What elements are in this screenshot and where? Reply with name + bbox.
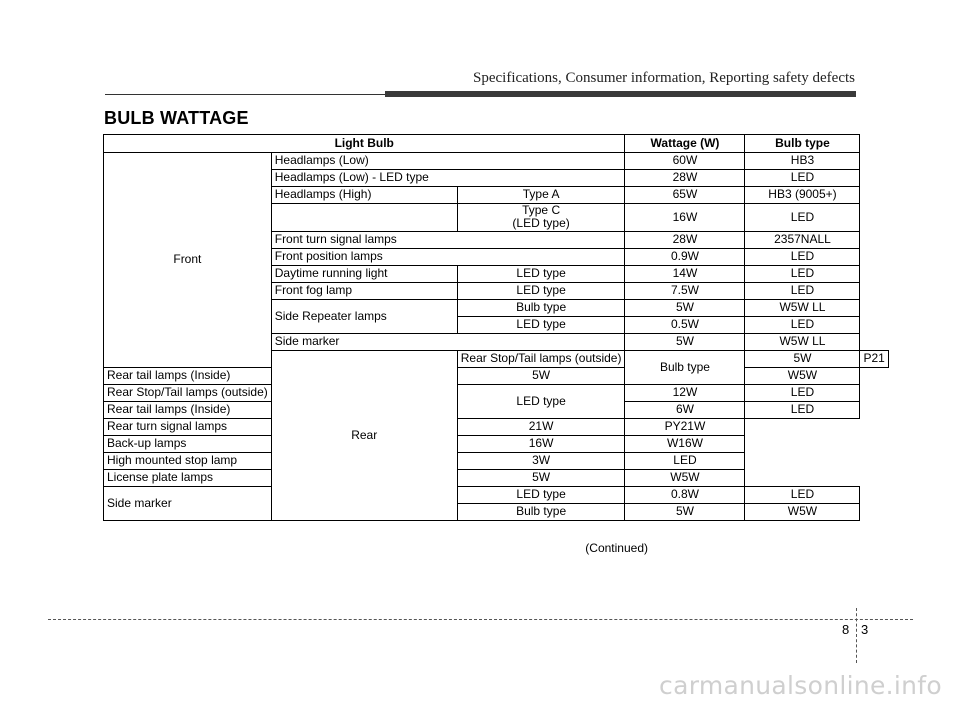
table-header-row [104, 135, 889, 153]
bulb-name-empty [271, 204, 457, 232]
bulb-name: Headlamps (High) [271, 187, 457, 204]
table-row [104, 435, 889, 452]
table-row [104, 418, 889, 435]
bulb-name: Headlamps (Low) [271, 153, 625, 170]
running-header: Specifications, Consumer information, Reporting safety defects [473, 70, 855, 86]
wattage-cell: 12W [625, 384, 745, 401]
table-row [104, 469, 889, 486]
footer-rule [48, 619, 913, 620]
table-row [104, 384, 889, 401]
bulb-name: Rear tail lamps (Inside) [104, 367, 272, 384]
wattage-cell: 16W [625, 204, 745, 232]
bulb-type-cell: HB3 (9005+) [745, 187, 860, 204]
wattage-cell: 5W [745, 350, 860, 367]
bulb-name: Front turn signal lamps [271, 231, 625, 248]
wattage-cell: 5W [457, 367, 625, 384]
bulb-type-cell: LED [745, 401, 860, 418]
variant-cell: LED type [457, 316, 625, 333]
variant-cell: Type C (LED type) [457, 204, 625, 232]
bulb-name: Front fog lamp [271, 282, 457, 299]
wattage-cell: 5W [625, 299, 745, 316]
wattage-cell: 0.5W [625, 316, 745, 333]
bulb-type-cell: LED [745, 248, 860, 265]
bulb-type-cell: HB3 [745, 153, 860, 170]
bulb-type-cell: W5W [745, 367, 860, 384]
wattage-cell: 6W [625, 401, 745, 418]
col-header-wattage: Wattage (W) [625, 135, 745, 153]
page-chapter-number: 8 [842, 622, 850, 637]
variant-cell: Bulb type [457, 299, 625, 316]
group-label-front: Front [104, 153, 272, 368]
bulb-name: Front position lamps [271, 248, 625, 265]
variant-cell: Bulb type [457, 503, 625, 520]
bulb-type-cell: W5W LL [745, 333, 860, 350]
wattage-cell: 3W [457, 452, 625, 469]
wattage-cell: 14W [625, 265, 745, 282]
wattage-cell: 28W [625, 170, 745, 187]
header-rule-thick [385, 91, 856, 97]
bulb-type-cell: W5W [625, 469, 745, 486]
col-header-bulb-type: Bulb type [745, 135, 860, 153]
bulb-type-cell: LED [745, 204, 860, 232]
bulb-name: Headlamps (Low) - LED type [271, 170, 625, 187]
bulb-type-cell: LED [745, 265, 860, 282]
table-row [104, 452, 889, 469]
table-row [104, 486, 889, 503]
table-row [104, 367, 889, 384]
bulb-name: Rear tail lamps (Inside) [104, 401, 272, 418]
bulb-type-cell: LED [745, 486, 860, 503]
bulb-name: Side marker [271, 333, 625, 350]
bulb-name: Rear Stop/Tail lamps (outside) [457, 350, 625, 367]
bulb-name: Back-up lamps [104, 435, 458, 452]
page-number-separator [856, 608, 857, 663]
col-header-light-bulb: Light Bulb [104, 135, 625, 153]
wattage-cell: 5W [625, 503, 745, 520]
wattage-cell: 21W [457, 418, 625, 435]
wattage-cell: 65W [625, 187, 745, 204]
bulb-type-cell: W16W [625, 435, 745, 452]
variant-cell: LED type [457, 282, 625, 299]
watermark: carmanualsonline.info [659, 671, 942, 700]
wattage-cell: 16W [457, 435, 625, 452]
bulb-name: Side Repeater lamps [271, 299, 457, 333]
wattage-cell: 28W [625, 231, 745, 248]
bulb-type-cell: LED [745, 316, 860, 333]
bulb-type-cell: 2357NALL [745, 231, 860, 248]
bulb-type-cell: LED [745, 170, 860, 187]
bulb-type-cell: LED [625, 452, 745, 469]
bulb-type-cell: LED [745, 384, 860, 401]
group-label-rear: Rear [271, 350, 457, 520]
wattage-cell: 7.5W [625, 282, 745, 299]
bulb-type-cell: W5W LL [745, 299, 860, 316]
bulb-name: Side marker [104, 486, 272, 520]
bulb-name: Rear Stop/Tail lamps (outside) [104, 384, 272, 401]
bulb-name: Rear turn signal lamps [104, 418, 458, 435]
bulb-type-cell: W5W [745, 503, 860, 520]
bulb-name: License plate lamps [104, 469, 458, 486]
bulb-wattage-table [103, 134, 889, 521]
section-title: BULB WATTAGE [104, 108, 249, 128]
variant-cell: LED type [457, 265, 625, 282]
wattage-cell: 0.9W [625, 248, 745, 265]
bulb-type-cell: LED [745, 282, 860, 299]
bulb-name: Daytime running light [271, 265, 457, 282]
bulb-name: High mounted stop lamp [104, 452, 458, 469]
page-number: 3 [861, 622, 869, 637]
table-row [104, 153, 889, 170]
wattage-cell: 60W [625, 153, 745, 170]
header-rule-thin [105, 94, 385, 95]
variant-cell: Bulb type [625, 350, 745, 384]
variant-cell: Type A [457, 187, 625, 204]
wattage-cell: 5W [625, 333, 745, 350]
wattage-cell: 0.8W [625, 486, 745, 503]
variant-cell: LED type [457, 384, 625, 418]
variant-cell: LED type [457, 486, 625, 503]
bulb-type-cell: P21 [860, 350, 888, 367]
continued-note: (Continued) [585, 541, 648, 555]
wattage-cell: 5W [457, 469, 625, 486]
bulb-type-cell: PY21W [625, 418, 745, 435]
